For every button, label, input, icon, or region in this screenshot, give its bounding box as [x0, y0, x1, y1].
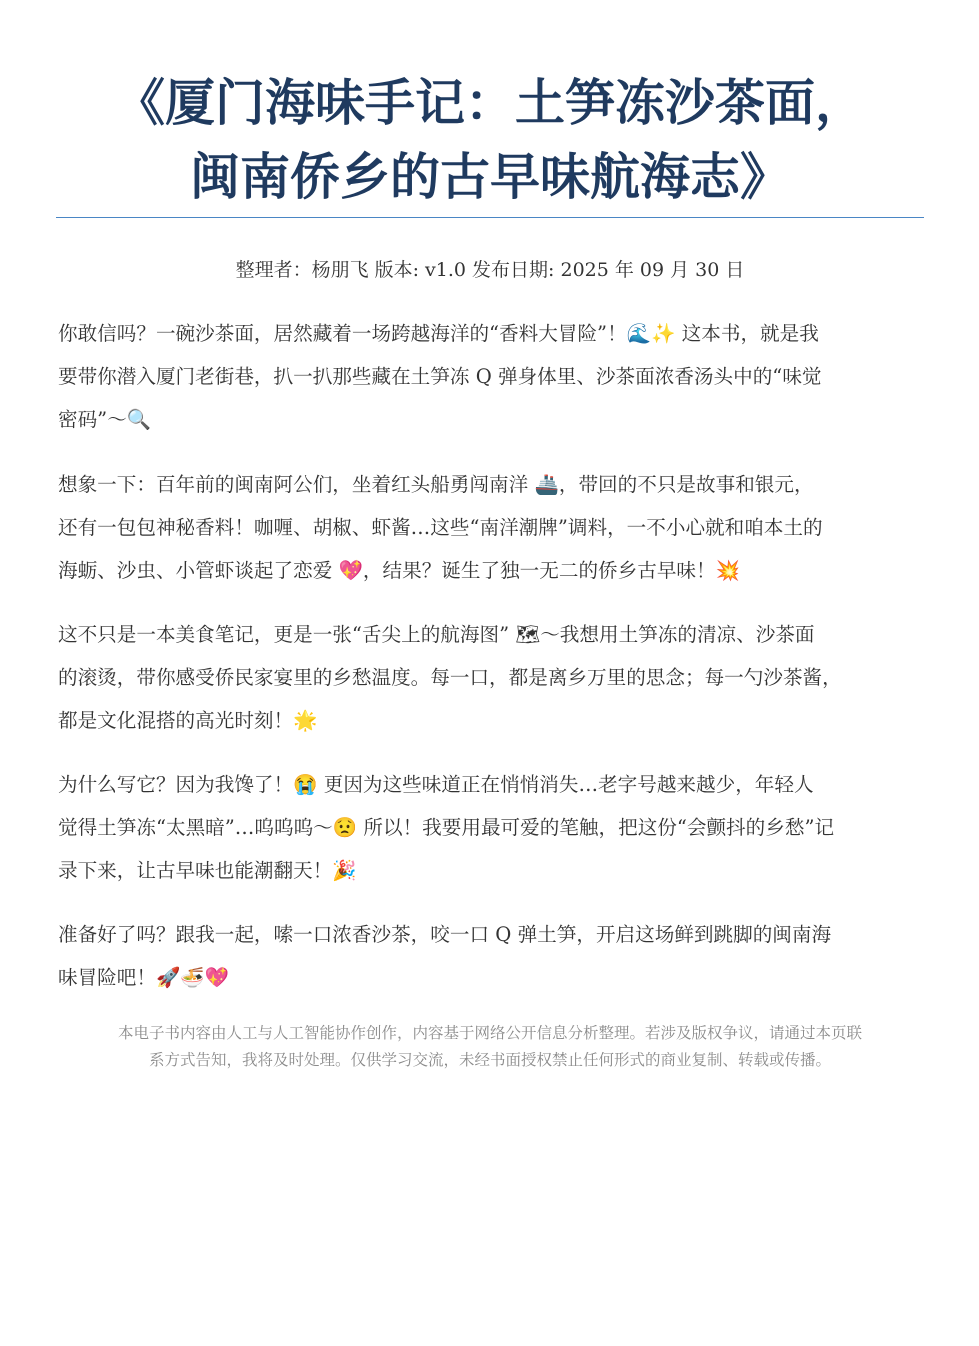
paragraph-line: 你敢信吗？一碗沙茶面，居然藏着一场跨越海洋的“香料大冒险”！🌊✨ 这本书，就是我	[58, 322, 819, 345]
paragraph-line: 的滚烫，带你感受侨民家宴里的乡愁温度。每一口，都是离乡万里的思念；每一勺沙茶酱，	[58, 666, 842, 689]
paragraph-line: 准备好了吗？跟我一起，嗦一口浓香沙茶，咬一口 Q 弹土笋，开启这场鲜到跳脚的闽南海	[58, 923, 832, 946]
paragraph-line: 觉得土笋冻“太黑暗”…呜呜呜～😟 所以！我要用最可爱的笔触，把这份“会颤抖的乡愁”记	[58, 816, 835, 839]
paragraph-line: 想象一下：百年前的闽南阿公们，坐着红头船勇闯南洋 🚢，带回的不只是故事和银元，	[58, 473, 814, 496]
paragraph-line: 海蛎、沙虫、小管虾谈起了恋爱 💖，结果？诞生了独一无二的侨乡古早味！💥	[58, 559, 741, 582]
paragraph-invitation	[58, 913, 928, 999]
paragraph-history	[58, 463, 928, 592]
paragraph-line: 都是文化混搭的高光时刻！🌟	[58, 709, 318, 732]
title-line-2: 闽南侨乡的古早味航海志》	[190, 148, 790, 206]
paragraph-intro	[58, 312, 928, 441]
disclaimer-line: 系方式告知，我将及时处理。仅供学习交流，未经书面授权禁止任何形式的商业复制、转载或传播。	[148, 1051, 831, 1069]
title-divider	[56, 217, 924, 218]
paragraph-line: 要带你潜入厦门老街巷，扒一扒那些藏在土笋冻 Q 弹身体里、沙茶面浓香汤头中的“味觉	[58, 365, 822, 388]
title-line-1: 《厦门海味手记：土笋冻沙茶面，	[115, 74, 865, 132]
paragraph-line: 为什么写它？因为我馋了！😭 更因为这些味道正在悄悄消失…老字号越来越少，年轻人	[58, 773, 814, 796]
copyright-disclaimer	[56, 1020, 924, 1074]
paragraph-line: 还有一包包神秘香料！咖喱、胡椒、虾酱…这些“南洋潮牌”调料，一不小心就和咱本土的	[58, 516, 823, 539]
document-meta: 整理者：杨朋飞 版本: v1.0 发布日期: 2025 年 09 月 30 日	[235, 259, 745, 281]
document-title	[56, 66, 924, 214]
paragraph-purpose	[58, 613, 928, 742]
paragraph-line: 密码”～🔍	[58, 408, 152, 431]
paragraph-line: 这不只是一本美食笔记，更是一张“舌尖上的航海图” 🗺～我想用土笋冻的清凉、沙茶面	[58, 623, 815, 646]
paragraph-line: 录下来，让古早味也能潮翻天！🎉	[58, 859, 357, 882]
paragraph-line: 味冒险吧！🚀🍜💖	[58, 966, 230, 989]
disclaimer-line: 本电子书内容由人工与人工智能协作创作，内容基于网络公开信息分析整理。若涉及版权争议，请通过本页联	[117, 1024, 862, 1042]
paragraph-why	[58, 763, 928, 892]
